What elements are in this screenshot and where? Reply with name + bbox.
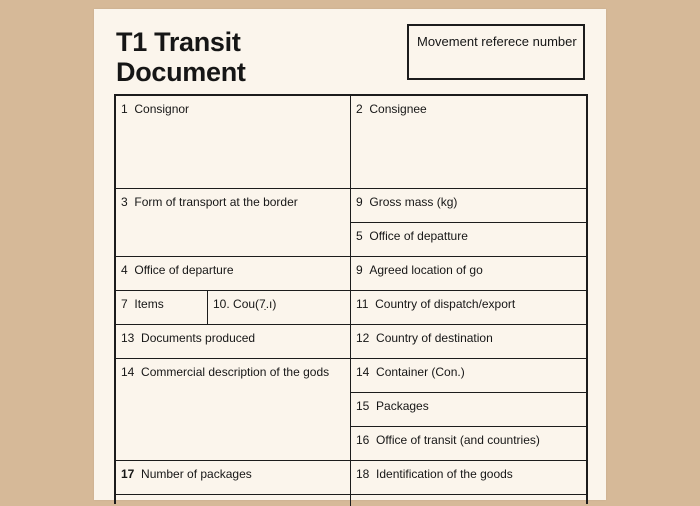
field-identification-goods[interactable] <box>351 461 588 495</box>
field-number: 5 <box>356 229 363 243</box>
field-country-destination[interactable] <box>351 325 588 359</box>
field-label: Packages <box>376 399 429 413</box>
field-number: 7 <box>121 297 128 311</box>
field-label: Items <box>134 297 164 311</box>
field-label: Office of transit (and countries) <box>376 433 540 447</box>
field-number: 17 <box>121 467 135 481</box>
field-number: 13 <box>121 331 135 345</box>
field-label: Cou(7.̣ı) <box>233 297 277 311</box>
title-line-1: T1 Transit <box>116 27 241 57</box>
field-documents-produced[interactable] <box>116 325 351 359</box>
field-office-transit[interactable] <box>351 427 588 461</box>
field-label: Commercial description of the gods <box>141 365 330 379</box>
field-gross-mass[interactable] <box>351 189 588 223</box>
field-label: Identification of the goods <box>376 467 513 481</box>
field-number: 3 <box>121 195 128 209</box>
form-grid <box>114 94 588 504</box>
field-number-packages[interactable] <box>116 461 351 495</box>
field-number: 10. <box>213 297 230 311</box>
title-line-2: Document <box>116 57 246 87</box>
field-continuation-right[interactable] <box>351 495 588 506</box>
field-label: Form of transport at the border <box>134 195 298 209</box>
field-continuation-left[interactable] <box>116 495 351 506</box>
field-country-dispatch[interactable] <box>351 291 588 325</box>
field-number: 16 <box>356 433 370 447</box>
transit-document-sheet <box>94 9 606 500</box>
field-label: Number of packages <box>141 467 252 481</box>
movement-reference-number-box[interactable] <box>407 24 585 80</box>
field-label: Agreed location of go <box>369 263 483 277</box>
field-label: Gross mass (kg) <box>369 195 458 209</box>
field-number: 14 <box>356 365 370 379</box>
field-items[interactable] <box>116 291 208 325</box>
field-label: Container (Con.) <box>376 365 465 379</box>
field-label: Documents produced <box>141 331 256 345</box>
field-label: Office of departure <box>134 263 234 277</box>
field-label: Country of destination <box>376 331 493 345</box>
field-office-depatture[interactable] <box>351 223 588 257</box>
field-number: 12 <box>356 331 370 345</box>
field-label: Office of depatture <box>369 229 468 243</box>
field-country-code[interactable] <box>208 291 351 325</box>
field-number: 14 <box>121 365 135 379</box>
field-number: 9 <box>356 263 363 277</box>
field-number: 4 <box>121 263 128 277</box>
field-consignor[interactable] <box>116 96 351 189</box>
field-consignee[interactable] <box>351 96 588 189</box>
field-agreed-location[interactable] <box>351 257 588 291</box>
document-title <box>116 27 246 87</box>
field-label: Consignor <box>134 102 190 116</box>
field-container[interactable] <box>351 359 588 393</box>
field-office-departure[interactable] <box>116 257 351 291</box>
field-label: Consignee <box>369 102 427 116</box>
field-number: 1 <box>121 102 128 116</box>
field-number: 15 <box>356 399 370 413</box>
movement-reference-number-label: Movement referece number <box>417 34 577 49</box>
field-transport-border[interactable] <box>116 189 351 257</box>
field-number: 18 <box>356 467 370 481</box>
field-number: 2 <box>356 102 363 116</box>
field-commercial-description[interactable] <box>116 359 351 461</box>
field-packages[interactable] <box>351 393 588 427</box>
field-number: 9 <box>356 195 363 209</box>
field-label: Country of dispatch/export <box>375 297 516 311</box>
field-number: 11 <box>356 297 369 311</box>
